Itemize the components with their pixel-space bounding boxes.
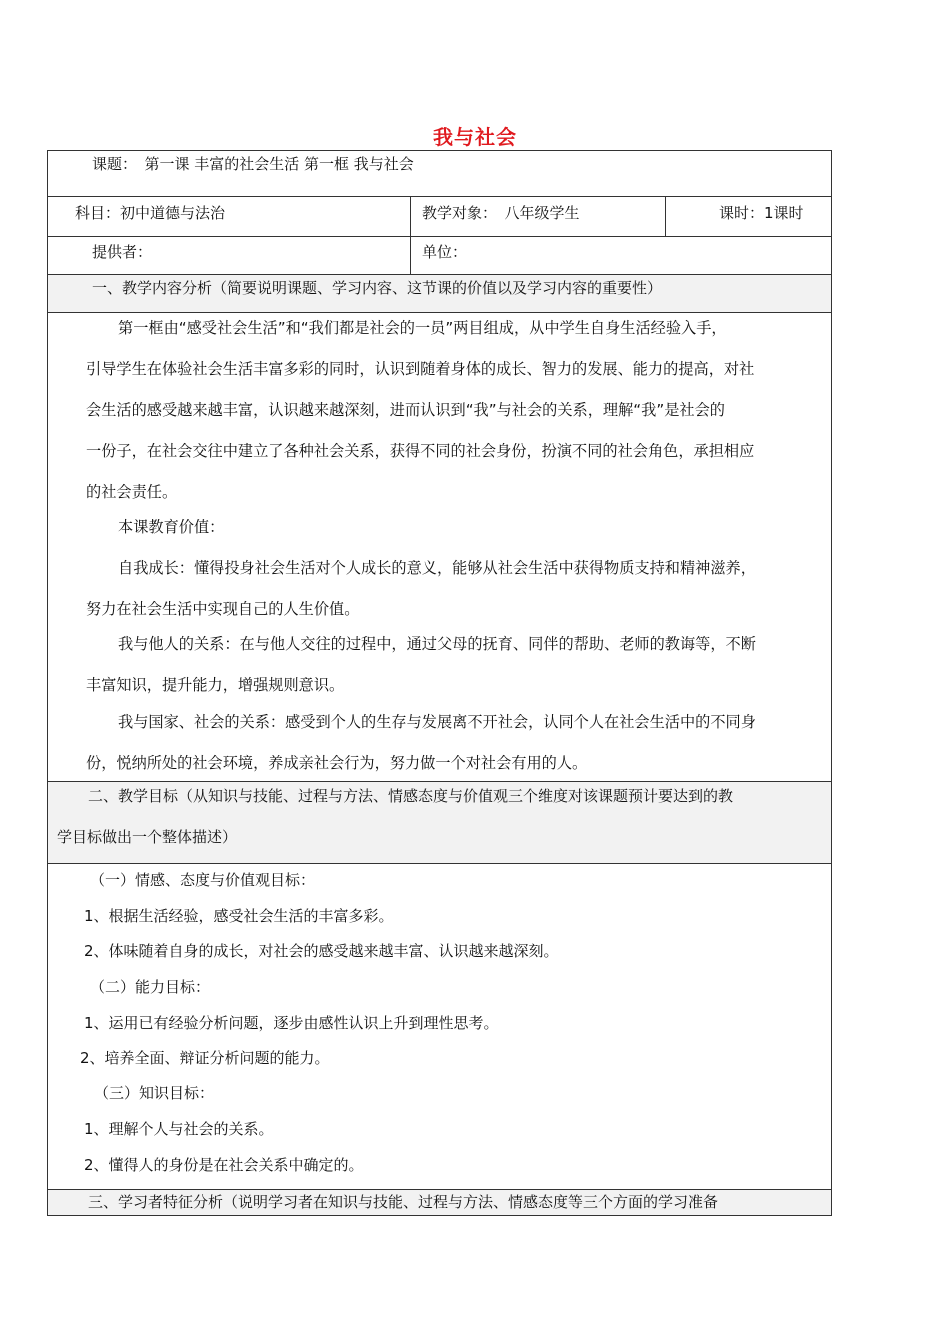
goal-item: 2、懂得人的身份是在社会关系中确定的。 [84,1156,364,1174]
audience-text: 教学对象： 八年级学生 [422,204,580,222]
goal-item: 1、根据生活经验，感受社会生活的丰富多彩。 [84,907,394,925]
section2-heading-row [47,781,832,864]
document-title: 我与社会 [433,125,517,149]
goal-category: （二）能力目标： [90,978,211,996]
divider [410,197,411,237]
section1-line: 我与他人的关系：在与他人交往的过程中，通过父母的抚育、同伴的帮助、老师的教诲等，不断 [118,635,756,653]
goal-item: 1、运用已有经验分析问题，逐步由感性认识上升到理性思考。 [84,1014,499,1032]
goal-category: （一）情感、态度与价值观目标： [90,871,316,889]
goal-item: 1、理解个人与社会的关系。 [84,1120,274,1138]
section1-line: 本课教育价值： [118,518,225,536]
section1-line: 努力在社会生活中实现自己的人生价值。 [86,600,360,618]
section1-heading-row [47,274,832,313]
section1-line: 会生活的感受越来越丰富，认识越来越深刻，进而认识到“我”与社会的关系，理解“我”是社会的 [86,401,725,419]
section1-line: 引导学生在体验社会生活丰富多彩的同时，认识到随着身体的成长、智力的发展、能力的提高，对社 [86,360,755,378]
section1-heading: 一、教学内容分析（简要说明课题、学习内容、这节课的价值以及学习内容的重要性） [92,279,663,297]
section2-content [47,863,832,1190]
section1-line: 我与国家、社会的关系：感受到个人的生存与发展离不开社会，认同个人在社会生活中的不同身 [118,713,756,731]
section1-line: 第一框由“感受社会生活”和“我们都是社会的一员”两目组成，从中学生自身生活经验入手， [118,319,727,337]
section1-line: 份，悦纳所处的社会环境，养成亲社会行为，努力做一个对社会有用的人。 [86,754,588,772]
subject-row [47,196,832,237]
section1-line: 一份子，在社会交往中建立了各种社会关系，获得不同的社会身份，扮演不同的社会角色，承担相应 [86,442,755,460]
section3-heading-row [47,1189,832,1216]
goal-item: 2、体味随着自身的成长，对社会的感受越来越丰富、认识越来越深刻。 [84,942,559,960]
topic-row [47,150,832,197]
section3-heading: 三、学习者特征分析（说明学习者在知识与技能、过程与方法、情感态度等三个方面的学习准备 [88,1193,719,1211]
provider-text: 提供者： [92,243,153,261]
section1-line: 的社会责任。 [86,483,178,501]
goal-item: 2、培养全面、辩证分析问题的能力。 [80,1049,330,1067]
subject-text: 科目：初中道德与法治 [75,204,226,222]
section1-paragraphs [86,318,826,794]
section1-line: 丰富知识，提升能力，增强规则意识。 [86,676,345,694]
divider [410,237,411,275]
unit-text: 单位： [422,243,468,261]
section1-line: 自我成长：懂得投身社会生活对个人成长的意义，能够从社会生活中获得物质支持和精神滋养， [118,559,756,577]
goal-category: （三）知识目标： [94,1084,215,1102]
hours-text: 课时：1课时 [719,204,804,222]
section2-heading-line1: 二、教学目标（从知识与技能、过程与方法、情感态度与价值观三个维度对该课题预计要达到的教 [88,787,734,805]
provider-row [47,236,832,275]
topic-text: 课题： 第一课 丰富的社会生活 第一框 我与社会 [92,155,414,173]
section2-heading-line2: 学目标做出一个整体描述） [57,828,238,846]
divider [665,197,666,237]
